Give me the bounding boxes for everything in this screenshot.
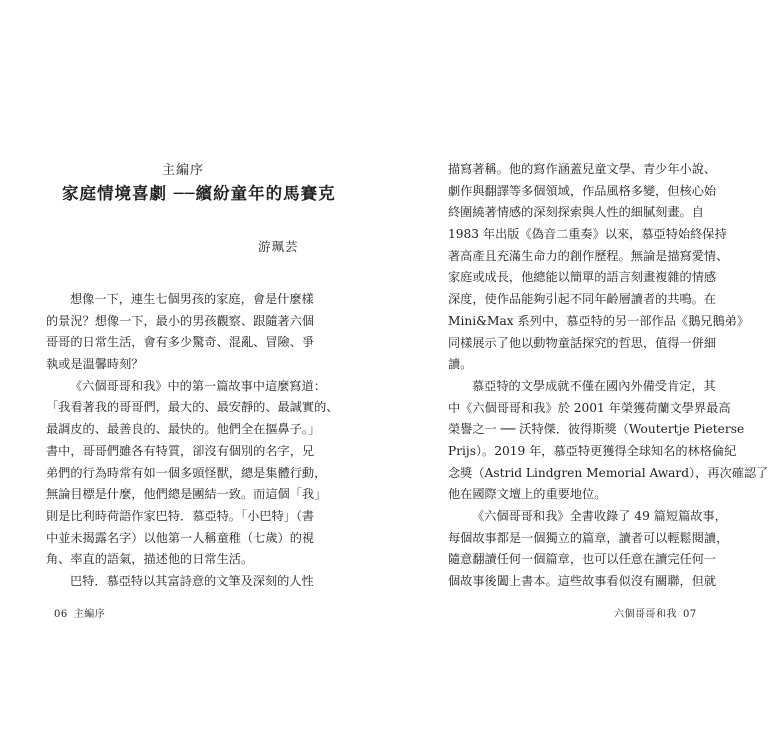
- text-line: 隨意翻讀任何一個篇章，也可以任意在讀完任何一: [448, 552, 717, 567]
- text-line: 劇作與翻譯等多個領域，作品風格多變，但核心始: [448, 183, 717, 198]
- text-line: 深度，使作品能夠引起不同年齡層讀者的共鳴。在: [448, 292, 717, 307]
- text-line: 讀。: [448, 357, 473, 372]
- text-line: 著高產且充滿生命力的創作歷程。無論是描寫愛情、: [448, 248, 729, 263]
- right-page: [375, 0, 768, 750]
- author-name: 游珮芸: [258, 239, 299, 254]
- text-line: 中並未揭露名字）以他第一人稱童稚（七歲）的視: [46, 530, 315, 545]
- text-line: 描寫著稱。他的寫作涵蓋兒童文學、青少年小說、: [448, 162, 717, 176]
- text-line: 他在國際文壇上的重要地位。: [448, 487, 607, 502]
- left-page: [0, 0, 375, 750]
- text-line: 想像一下，連生七個男孩的家庭，會是什麼樣: [70, 292, 314, 306]
- text-line: 念獎（Astrid Lindgren Memorial Award），再次確認了: [448, 465, 768, 480]
- text-line: 《六個哥哥和我》全書收錄了 49 篇短篇故事，: [472, 509, 727, 523]
- text-line: 巴特．慕亞特以其富詩意的文筆及深刻的人性: [70, 573, 314, 588]
- left-body-text: [46, 289, 339, 593]
- text-line: 《六個哥哥和我》中的第一篇故事中這麼寫道：: [70, 378, 326, 393]
- page-number: 07: [683, 609, 697, 620]
- text-line: 每個故事都是一個獨立的篇章，讀者可以輕鬆閱讀，: [448, 530, 729, 545]
- text-line: 終圍繞著情感的深刻探索與人性的細膩刻畫。自: [448, 205, 704, 220]
- text-line: 1983 年出版《偽音二重奏》以來，慕亞特始終保持: [448, 227, 727, 242]
- section-label: 主編序: [162, 163, 205, 178]
- text-line: 個故事後闔上書本。這些故事看似沒有關聯，但就: [448, 574, 717, 589]
- text-line: 角、率直的語氣，描述他的日常生活。: [46, 552, 254, 567]
- text-line: 的景況？想像一下，最小的男孩觀察、跟隨著六個: [46, 313, 315, 328]
- text-line: 最調皮的、最善良的、最快的。他們全在摳鼻子。」: [46, 422, 321, 437]
- chapter-title: 家庭情境喜劇 ──繽紛童年的馬賽克: [62, 184, 336, 203]
- page-number: 06: [54, 609, 68, 620]
- text-line: 榮譽之一 ── 沃特傑．彼得斯獎（Woutertje Pieterse: [448, 422, 745, 437]
- text-line: 中《六個哥哥和我》於 2001 年榮獲荷蘭文學界最高: [448, 400, 731, 415]
- text-line: 「我看著我的哥哥們，最大的、最安靜的、最誠實的、: [46, 400, 339, 415]
- text-line: 無論目標是什麼，他們總是團結一致。而這個「我」: [46, 487, 327, 502]
- right-body-text: [448, 159, 768, 593]
- text-line: 書中，哥哥們雖各有特質，卻沒有個別的名字，兄: [46, 443, 315, 458]
- running-footer: 六個哥哥和我: [614, 609, 677, 620]
- text-line: 同樣展示了他以動物童話探究的哲思，值得一併細: [448, 335, 717, 350]
- text-line: 執或是溫馨時刻？: [46, 357, 144, 372]
- text-line: Prijs）。2019 年，慕亞特更獲得全球知名的林格倫紀: [448, 443, 737, 458]
- page-footer: [48, 605, 105, 620]
- text-line: 則是比利時荷語作家巴特．慕亞特。「小巴特」（書: [46, 508, 315, 523]
- text-line: 家庭或成長，他總能以簡單的語言刻畫複雜的情感: [448, 270, 717, 285]
- running-footer: 主編序: [73, 609, 106, 620]
- text-line: 哥哥的日常生活，會有多少驚奇、混亂、冒險、爭: [46, 335, 315, 350]
- text-line: 慕亞特的文學成就不僅在國內外備受肯定，其: [472, 378, 716, 393]
- text-line: Mini&Max 系列中，慕亞特的另一部作品《鵝兄鵝弟》: [448, 313, 750, 328]
- page-footer: [614, 605, 703, 620]
- text-line: 弟們的行為時常有如一個多頭怪獸，總是集體行動，: [46, 465, 327, 480]
